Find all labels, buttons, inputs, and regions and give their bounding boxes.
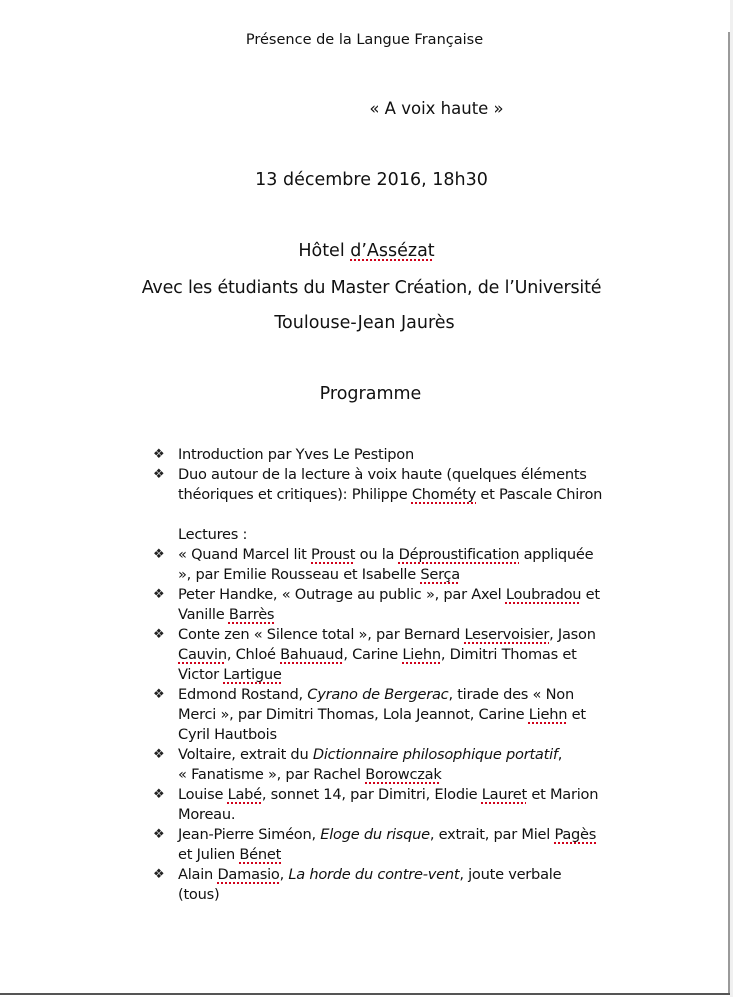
text-run: « Quand Marcel lit <box>178 546 312 563</box>
misspelled-word[interactable]: Pagès <box>554 826 597 843</box>
list-item <box>153 625 713 685</box>
misspelled-word[interactable]: Damasio <box>217 866 280 883</box>
diamond-bullet-icon: ❖ <box>153 587 165 602</box>
text-run: Merci », par Dimitri Thomas, Lola Jeannot, Carine <box>178 706 529 723</box>
misspelled-word[interactable]: Bahuaud <box>280 646 344 663</box>
list-item-line <box>153 845 713 865</box>
university-name: Toulouse-Jean Jaurès <box>274 313 455 333</box>
misspelled-word[interactable]: Leservoisier <box>464 626 550 643</box>
text-run: , Dimitri Thomas et <box>440 646 577 663</box>
text-run: Cyril Hautbois <box>178 726 277 743</box>
misspelled-word[interactable]: Serça <box>420 566 460 583</box>
list-item-text <box>178 745 562 765</box>
diamond-bullet-icon: ❖ <box>153 447 165 462</box>
list-item-line <box>153 765 713 785</box>
text-run: , Jason <box>549 626 596 643</box>
diamond-bullet-icon: ❖ <box>153 827 165 842</box>
participants-line: Avec les étudiants du Master Création, de l’Université <box>141 278 602 298</box>
venue-prefix: Hôtel <box>298 241 351 261</box>
list-item <box>153 865 713 905</box>
misspelled-word[interactable]: Liehn <box>402 646 441 663</box>
diamond-bullet-icon: ❖ <box>153 687 165 702</box>
list-item-text <box>178 805 235 825</box>
text-run: Victor <box>178 666 224 683</box>
list-item <box>153 465 713 505</box>
blank-line <box>153 505 713 525</box>
text-run: Louise <box>178 786 228 803</box>
text-run: et <box>567 706 586 723</box>
italic-title: Dictionnaire philosophique portatif <box>312 746 558 763</box>
lectures-label: Lectures : <box>178 526 248 543</box>
diamond-bullet-icon: ❖ <box>153 467 165 482</box>
misspelled-word[interactable]: Lauret <box>481 786 527 803</box>
list-item-line <box>153 445 713 465</box>
text-run: ou la <box>355 546 399 563</box>
text-run: et Julien <box>178 846 240 863</box>
text-run: Introduction par Yves Le Pestipon <box>178 446 414 463</box>
list-item-line <box>153 745 713 765</box>
list-item-text <box>178 625 596 645</box>
text-run: Conte zen « Silence total », par Bernard <box>178 626 465 643</box>
list-item-text <box>178 665 282 685</box>
text-run: et Marion <box>526 786 599 803</box>
text-run: et Pascale Chiron <box>476 486 603 503</box>
text-run: , sonnet 14, par Dimitri, Elodie <box>261 786 482 803</box>
list-item-text <box>178 605 274 625</box>
list-item-line <box>153 885 713 905</box>
list-item-text <box>178 645 577 665</box>
list-item-text <box>178 825 596 845</box>
list-item-text <box>178 865 561 885</box>
organization-name: Présence de la Langue Française <box>245 32 484 48</box>
text-run: Vanille <box>178 606 229 623</box>
text-run: et <box>581 586 600 603</box>
lectures-label-line <box>153 525 713 545</box>
list-item-line <box>153 485 713 505</box>
misspelled-word[interactable]: Proust <box>311 546 356 563</box>
misspelled-word[interactable]: Cauvin <box>178 646 227 663</box>
misspelled-word[interactable]: Lartigue <box>223 666 282 683</box>
list-item-text <box>178 685 574 705</box>
list-item-text <box>178 565 460 585</box>
list-item-line <box>153 605 713 625</box>
list-item-text <box>178 465 587 485</box>
list-item-text <box>178 445 414 465</box>
list-item-text <box>178 725 277 745</box>
misspelled-word[interactable]: Chométy <box>411 486 476 503</box>
list-item-line <box>153 645 713 665</box>
text-run: Peter Handke, « Outrage au public », par Axel <box>178 586 506 603</box>
text-run: , tirade des « Non <box>448 686 574 703</box>
list-item-line <box>153 545 713 565</box>
list-item-line <box>153 665 713 685</box>
text-run: , extrait, par Miel <box>429 826 555 843</box>
text-run: », par Emilie Rousseau et Isabelle <box>178 566 421 583</box>
misspelled-word[interactable]: Bénet <box>239 846 282 863</box>
list-item-line <box>153 685 713 705</box>
misspelled-word[interactable]: Borowczak <box>365 766 442 783</box>
list-item-text <box>178 765 442 785</box>
programme-heading: Programme <box>319 384 422 404</box>
list-item <box>153 785 713 825</box>
list-item <box>153 685 713 745</box>
list-item-text <box>178 545 593 565</box>
list-item-text <box>178 885 219 905</box>
list-item-line <box>153 865 713 885</box>
list-item-line <box>153 705 713 725</box>
diamond-bullet-icon: ❖ <box>153 627 165 642</box>
event-title: « A voix haute » <box>369 99 504 118</box>
list-item-text <box>178 705 586 725</box>
text-run: Alain <box>178 866 218 883</box>
text-run: Jean-Pierre Siméon, <box>178 826 321 843</box>
list-item-text <box>178 845 281 865</box>
event-date: 13 décembre 2016, 18h30 <box>255 170 488 190</box>
page-border-bottom <box>0 993 730 995</box>
italic-title: La horde du contre-vent <box>288 866 460 883</box>
text-run: Voltaire, extrait du <box>178 746 313 763</box>
diamond-bullet-icon: ❖ <box>153 747 165 762</box>
list-item <box>153 745 713 785</box>
diamond-bullet-icon: ❖ <box>153 867 165 882</box>
text-run: , <box>279 866 289 883</box>
list-item-line <box>153 565 713 585</box>
programme-list <box>153 445 713 905</box>
text-run: , joute verbale <box>459 866 562 883</box>
text-run: Edmond Rostand, <box>178 686 308 703</box>
list-item <box>153 585 713 625</box>
text-run: théoriques et critiques): Philippe <box>178 486 412 503</box>
list-item-text <box>178 585 600 605</box>
misspelled-word[interactable]: Liehn <box>528 706 568 723</box>
text-run: , <box>557 746 563 763</box>
misspelled-word[interactable]: Barrès <box>228 606 275 623</box>
text-run: (tous) <box>178 886 220 903</box>
text-run: « Fanatisme », par Rachel <box>178 766 366 783</box>
misspelled-word[interactable]: Labé <box>227 786 262 803</box>
list-item-line <box>153 825 713 845</box>
misspelled-word[interactable]: Loubradou <box>505 586 582 603</box>
misspelled-word[interactable]: Déproustification <box>398 546 520 563</box>
list-item-text <box>178 485 602 505</box>
text-run: , Chloé <box>226 646 281 663</box>
list-item <box>153 445 713 465</box>
text-run: , Carine <box>343 646 403 663</box>
venue-name-misspelled[interactable]: d’Assézat <box>350 241 435 261</box>
list-item-line <box>153 585 713 605</box>
diamond-bullet-icon: ❖ <box>153 787 165 802</box>
list-item-line <box>153 465 713 485</box>
text-run: Duo autour de la lecture à voix haute (quelques éléments <box>178 466 587 483</box>
list-item-line <box>153 785 713 805</box>
italic-title: Eloge du risque <box>320 826 430 843</box>
list-item <box>153 825 713 865</box>
text-run: Moreau. <box>178 806 236 823</box>
list-item-text <box>178 785 598 805</box>
list-item-line <box>153 625 713 645</box>
list-item-line <box>153 805 713 825</box>
diamond-bullet-icon: ❖ <box>153 547 165 562</box>
italic-title: Cyrano de Bergerac <box>307 686 449 703</box>
list-item <box>153 545 713 585</box>
list-item-line <box>153 725 713 745</box>
event-venue <box>0 243 733 261</box>
text-run: appliquée <box>519 546 594 563</box>
